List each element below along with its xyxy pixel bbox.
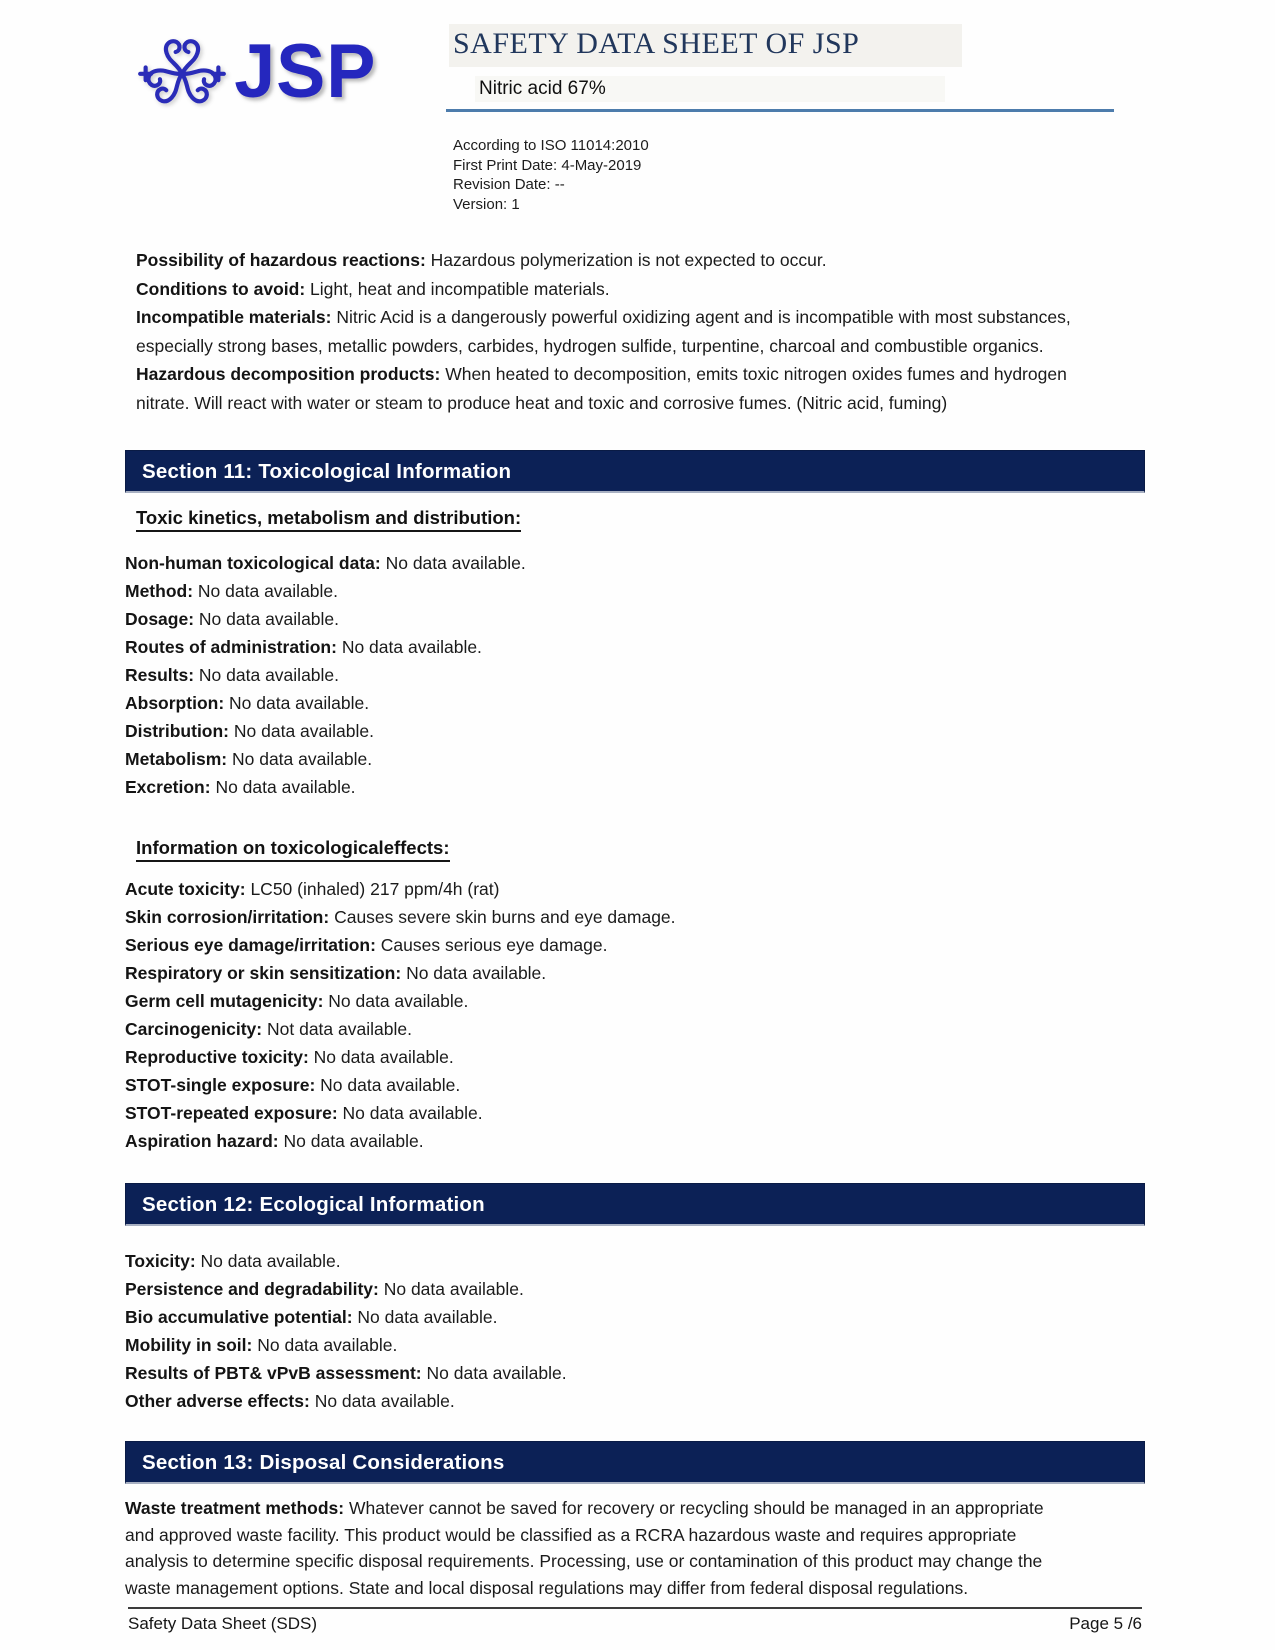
paragraph-line: and approved waste facility. This product would be classified as a RCRA hazardous waste and requires appropriate (125, 1524, 1017, 1545)
field-label: Waste treatment methods: (125, 1498, 345, 1518)
field-row (125, 1387, 1145, 1415)
field-row (125, 1303, 1145, 1331)
field-label: Hazardous decomposition products: (136, 364, 441, 384)
field-label: Acute toxicity: (125, 879, 246, 899)
field-row (125, 1247, 1145, 1275)
field-label: Distribution: (125, 721, 230, 741)
field-row (125, 577, 1145, 605)
field-label: Germ cell mutagenicity: (125, 991, 324, 1011)
field-row (136, 275, 1145, 304)
section-title: Section 12: Ecological Information (142, 1193, 485, 1216)
document-body (125, 246, 1145, 1601)
product-name: Nitric acid 67% (475, 76, 945, 102)
field-label: Bio accumulative potential: (125, 1307, 353, 1327)
field-label: Aspiration hazard: (125, 1131, 279, 1151)
stability-reactivity-block (125, 246, 1145, 417)
section-13-header-bar (125, 1441, 1145, 1484)
field-value: Hazardous polymerization is not expected to occur. (430, 250, 827, 270)
jsp-logo-text: JSP (234, 28, 377, 114)
field-row (125, 1331, 1145, 1359)
section-12-header-bar (125, 1183, 1145, 1226)
field-row (125, 875, 1145, 903)
field-value: No data available. (328, 991, 469, 1011)
field-value: No data available. (313, 1047, 454, 1067)
field-row (125, 549, 1145, 577)
field-row (125, 1495, 1145, 1522)
field-row (125, 773, 1145, 801)
meta-standard: According to ISO 11014:2010 (453, 137, 649, 154)
meta-first-print-date: First Print Date: 4-May-2019 (453, 156, 642, 174)
field-label: Results: (125, 665, 195, 685)
doc-meta (453, 136, 649, 214)
field-value-continued: especially strong bases, metallic powders, carbides, hydrogen sulfide, turpentine, charcoal and combustible organics. (136, 335, 1044, 356)
field-row (125, 987, 1145, 1015)
field-label: Routes of administration: (125, 637, 337, 657)
field-value: LC50 (inhaled) 217 ppm/4h (rat) (250, 879, 500, 899)
meta-revision-date: Revision Date: -- (453, 176, 565, 193)
field-value: No data available. (406, 963, 547, 983)
field-value: No data available. (314, 1391, 455, 1411)
field-row (125, 959, 1145, 987)
field-row (136, 303, 1145, 360)
field-value: No data available. (233, 721, 374, 741)
field-value: No data available. (215, 777, 356, 797)
field-value: No data available. (200, 1251, 341, 1271)
field-value: No data available. (198, 665, 340, 685)
field-value: No data available. (341, 637, 482, 657)
field-row (125, 1359, 1145, 1387)
field-row (125, 633, 1145, 661)
field-value: No data available. (385, 553, 526, 573)
ecological-list (125, 1247, 1145, 1415)
field-value: No data available. (257, 1335, 398, 1355)
field-row (125, 1127, 1145, 1155)
waste-treatment-paragraph (125, 1495, 1145, 1601)
field-row (136, 360, 1145, 417)
field-row (125, 1071, 1145, 1099)
field-value: When heated to decomposition, emits toxic nitrogen oxides fumes and hydrogen (445, 364, 1067, 384)
field-label: Absorption: (125, 693, 225, 713)
footer-page-number: Page 5 /6 (1069, 1614, 1142, 1633)
page-footer (128, 1607, 1142, 1634)
field-value: Light, heat and incompatible materials. (310, 278, 610, 299)
field-row (125, 1275, 1145, 1303)
paragraph-line: analysis to determine specific disposal requirements. Processing, use or contamination of this product may change the (125, 1551, 1043, 1571)
field-value: No data available. (357, 1307, 498, 1327)
jsp-logo-icon (136, 22, 228, 122)
field-label: Mobility in soil: (125, 1335, 253, 1355)
field-value: Not data available. (267, 1019, 412, 1039)
field-label: Metabolism: (125, 749, 228, 769)
field-label: Other adverse effects: (125, 1391, 310, 1411)
field-value: No data available. (283, 1131, 424, 1151)
meta-version: Version: 1 (453, 195, 520, 213)
field-value-continued: nitrate. Will react with water or steam to produce heat and toxic and corrosive fumes. (Nitric acid, fuming) (136, 392, 948, 413)
footer-doc-type: Safety Data Sheet (SDS) (128, 1614, 317, 1633)
field-label: Conditions to avoid: (136, 278, 306, 299)
field-row (125, 661, 1145, 689)
field-label: Serious eye damage/irritation: (125, 935, 376, 955)
field-label: Possibility of hazardous reactions: (136, 250, 426, 270)
field-row (136, 246, 1145, 275)
field-value: No data available. (320, 1075, 461, 1095)
field-row (125, 745, 1145, 773)
field-value: Whatever cannot be saved for recovery or recycling should be managed in an appropriate (348, 1498, 1044, 1518)
field-row (125, 717, 1145, 745)
field-label: Non-human toxicological data: (125, 553, 381, 573)
field-label: Dosage: (125, 609, 195, 629)
field-value: No data available. (197, 581, 339, 601)
field-row (125, 1015, 1145, 1043)
field-label: Method: (125, 581, 194, 601)
field-value: No data available. (426, 1363, 567, 1383)
field-value: Causes serious eye damage. (380, 935, 608, 955)
subsection-heading-tox-effects: Information on toxicologicaleffects: (136, 837, 1145, 862)
page-title: SAFETY DATA SHEET OF JSP (449, 24, 962, 67)
field-row (125, 689, 1145, 717)
field-row (125, 903, 1145, 931)
title-underline (446, 109, 1114, 112)
field-label: Incompatible materials: (136, 307, 332, 327)
field-label: Carcinogenicity: (125, 1019, 263, 1039)
tox-effects-list (125, 875, 1145, 1155)
jsp-logo (136, 22, 379, 122)
field-label: Excretion: (125, 777, 211, 797)
field-value: Nitric Acid is a dangerously powerful oxidizing agent and is incompatible with most substances, (336, 307, 1071, 327)
field-value: No data available. (198, 609, 340, 629)
toxic-kinetics-list (125, 549, 1145, 801)
field-label: Reproductive toxicity: (125, 1047, 309, 1067)
section-title: Section 11: Toxicological Information (142, 460, 512, 483)
field-value: Causes severe skin burns and eye damage. (334, 907, 676, 927)
field-row (125, 1043, 1145, 1071)
field-value: No data available. (383, 1279, 524, 1299)
field-label: Toxicity: (125, 1251, 196, 1271)
field-value: No data available. (229, 693, 370, 713)
field-row (125, 931, 1145, 959)
field-label: Respiratory or skin sensitization: (125, 963, 402, 983)
subsection-heading-toxic-kinetics: Toxic kinetics, metabolism and distribution: (136, 507, 1145, 532)
field-row (125, 605, 1145, 633)
title-block (449, 24, 1114, 112)
field-row (125, 1099, 1145, 1127)
field-label: Results of PBT& vPvB assessment: (125, 1363, 422, 1383)
field-label: Skin corrosion/irritation: (125, 907, 330, 927)
section-title: Section 13: Disposal Considerations (142, 1451, 505, 1474)
section-11-header-bar (125, 450, 1145, 493)
field-label: STOT-repeated exposure: (125, 1103, 338, 1123)
field-label: STOT-single exposure: (125, 1075, 316, 1095)
field-value: No data available. (231, 749, 373, 769)
field-value: No data available. (342, 1103, 483, 1123)
field-label: Persistence and degradability: (125, 1279, 379, 1299)
paragraph-line: waste management options. State and local disposal regulations may differ from federal disposal regulations. (125, 1577, 969, 1598)
